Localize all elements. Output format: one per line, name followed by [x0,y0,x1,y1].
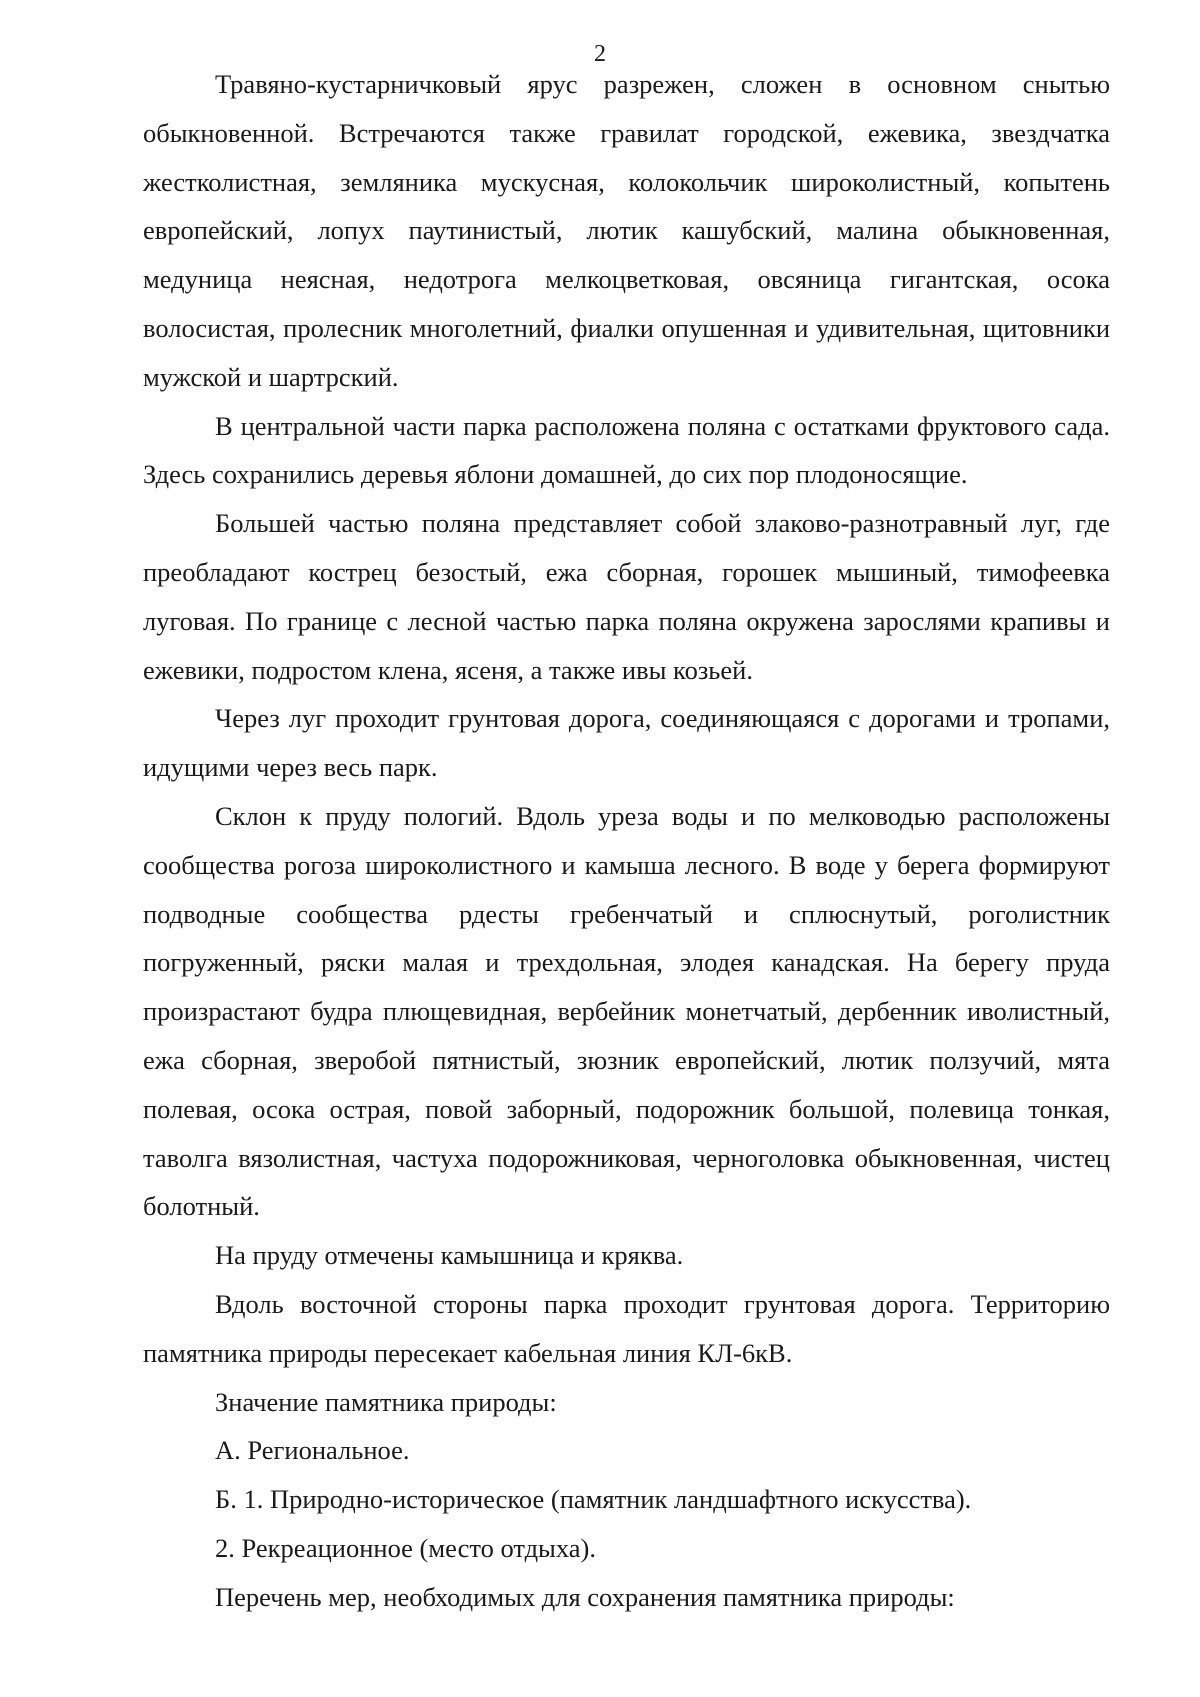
paragraph-measures-heading: Перечень мер, необходимых для сохранения памятника природы: [215,1581,955,1612]
paragraph-dirt-road: Через луг проходит грунтовая дорога, соединяющаяся с дорогами и тропами, идущими через весь парк. [143,703,1110,783]
paragraph-significance-b2: 2. Рекреационное (место отдыха). [215,1532,596,1563]
paragraph-east-road: Вдоль восточной стороны парка проходит грунтовая дорога. Территорию памятника природы пересекает кабельная линия КЛ-6кВ. [143,1288,1110,1368]
paragraph-significance-heading: Значение памятника природы: [215,1386,557,1417]
paragraph-meadow: Большей частью поляна представляет собой злаково-разнотравный луг, где преобладают кострец безостый, ежа сборная, горошек мышиный, тимофеевка луговая. По границе с лесной частью парка поляна окружена зарослями крапивы и ежевики, подростом клена, ясеня, а также ивы козьей. [143,508,1110,685]
paragraph-central-glade: В центральной части парка расположена поляна с остатками фруктового сада. Здесь сохранились деревья яблони домашней, до сих пор плодоносящие. [143,410,1110,490]
paragraph-significance-b1: Б. 1. Природно-историческое (памятник ландшафтного искусства). [215,1484,972,1515]
paragraph-significance-a: А. Региональное. [215,1435,410,1466]
paragraph-herb-layer: Травяно-кустарничковый ярус разрежен, сложен в основном снытью обыкновенной. Встречаются также гравилат городской, ежевика, звездчатка жестколистная, земляника мускусная, колокольчик широколистный, копытень европейский, лопух паутинистый, лютик кашубский, малина обыкновенная, медуница неясная, недотрога мелкоцветковая, овсяница гигантская, осока волосистая, пролесник многолетний, фиалки опушенная и удивительная, щитовники мужской и шартрский. [143,69,1110,392]
paragraph-pond-slope: Склон к пруду пологий. Вдоль уреза воды и по мелководью расположены сообщества рогоза широколистного и камыша лесного. В воде у берега формируют подводные сообщества рдесты гребенчатый и сплюснутый, роголистник погруженный, ряски малая и трехдольная, элодея канадская. На берегу пруда произрастают будра плющевидная, вербейник монетчатый, дербенник иволистный, ежа сборная, зверобой пятнистый, зюзник европейский, лютик ползучий, мята полевая, осока острая, повой заборный, подорожник большой, полевица тонкая, таволга вязолистная, частуха подорожниковая, черноголовка обыкновенная, чистец болотный. [143,800,1110,1222]
page-number: 2 [594,41,606,67]
document-body [143,60,1110,1622]
paragraph-pond-birds: На пруду отмечены камышница и кряква. [215,1240,684,1271]
